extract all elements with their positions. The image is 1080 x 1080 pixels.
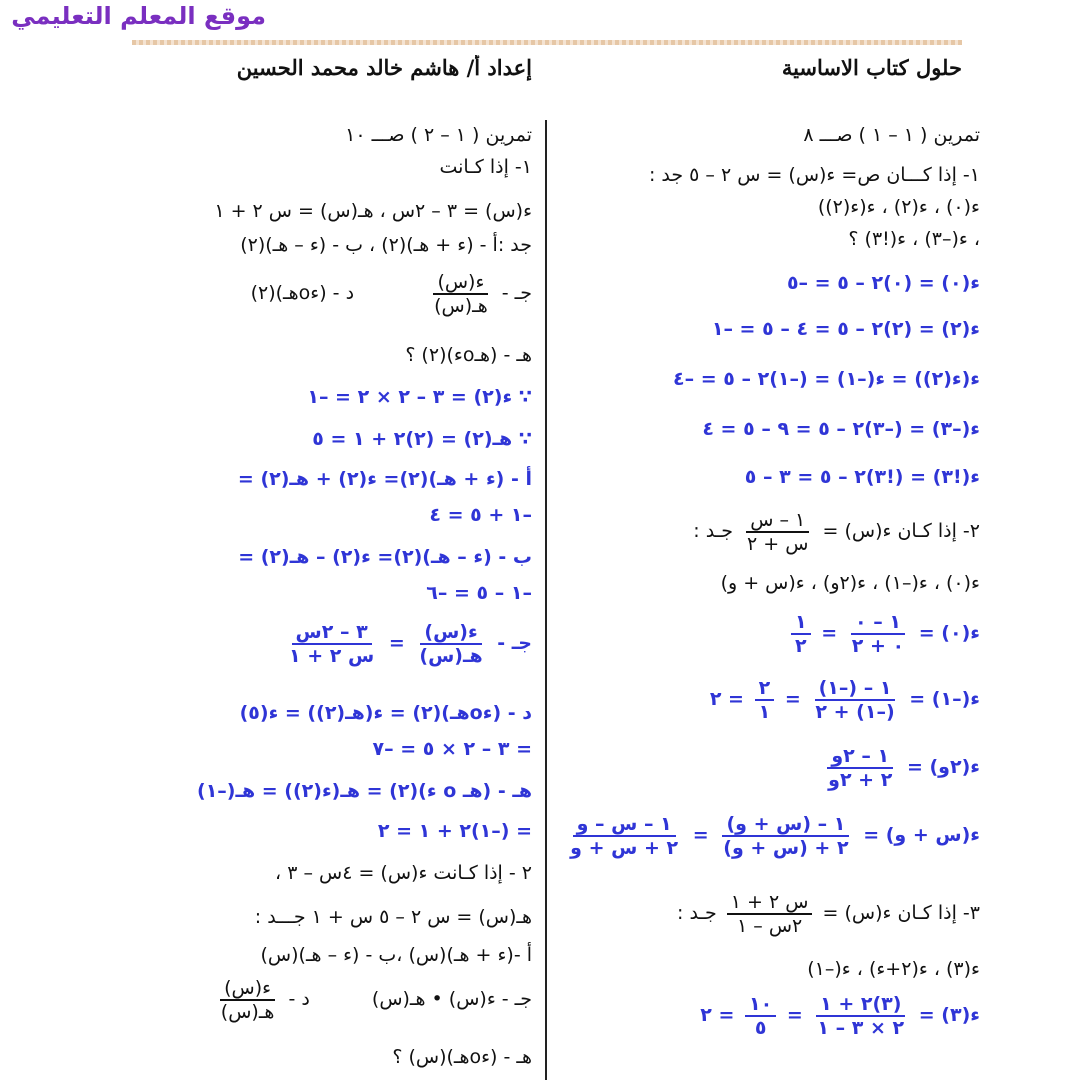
solution-line: أ - (ء + هـ)(٢)= ء(٢) + هـ(٢) = (237, 468, 532, 490)
solution-line (560, 676, 980, 726)
fraction (727, 891, 813, 937)
fraction (745, 993, 776, 1039)
result-value: = ٢ (709, 688, 744, 710)
fraction-numerator: ء(س) (420, 621, 481, 645)
question-line: ١- إذا كـــان ص= ء(س) = س ٢ – ٥ جد : (648, 164, 980, 186)
equals-sign: = (786, 1004, 803, 1026)
solution-line: = (–١)٢ + ١ = ٢ (377, 820, 532, 842)
exercise-title: تمرين ( ١ – ٢ ) صـــ ١٠ (345, 124, 532, 146)
question-line: ، ء(–٣) ، ء(!٣) ؟ (848, 228, 980, 250)
question-text: جـد : (677, 902, 717, 924)
fraction-numerator: ٣ – ٢س (292, 621, 372, 645)
fraction-denominator: س + ٢ (747, 532, 809, 555)
solution-line: = ٣ – ٢ × ٥ = –٧ (372, 738, 532, 760)
question-line (560, 508, 980, 558)
fraction (430, 271, 492, 317)
fraction-denominator: س ٢ + ١ (289, 644, 375, 667)
fraction-denominator: ٠ + ٢ (851, 634, 905, 657)
solution-line: ء(٠) = (٠)٢ – ٥ = –٥ (786, 272, 980, 294)
question-text: د - (288, 988, 310, 1010)
fraction (566, 813, 682, 859)
fraction-denominator: هـ(س) (220, 1000, 275, 1023)
question-line: هـ - (هـoء)(٢) ؟ (405, 344, 532, 366)
fraction-numerator: ٢ (755, 677, 775, 701)
question-line (112, 976, 532, 1026)
equals-sign: = (692, 824, 709, 846)
exercise-1-2-column (112, 120, 532, 1080)
question-line (112, 270, 532, 320)
fraction-denominator: ٥ (754, 1016, 767, 1039)
book-title: حلول كتاب الاساسية (781, 55, 962, 80)
solution-line: ء(٢) = (٢)٢ – ٥ = ٤ – ٥ = –١ (711, 318, 980, 340)
solution-text: ء(٢و) = (906, 756, 980, 778)
solution-text: ء(س + و) = (863, 824, 980, 846)
exercise-1-1-column (560, 120, 980, 1080)
fraction-denominator: ٢ + (س + و) (723, 836, 849, 859)
question-line: جد :أ - (ء + هـ)(٢) ، ب - (ء – هـ)(٢) (240, 234, 532, 256)
fraction (217, 977, 279, 1023)
fraction-numerator: ١ – س – و (573, 813, 676, 837)
question-line: ء(٠) ، ء(٢) ، ء(ء(٢)) (817, 196, 980, 218)
fraction (791, 611, 811, 657)
fraction-numerator: ١ – ٠ (851, 611, 905, 635)
solution-line: د - (ءoهـ)(٢) = ء(هـ(٢)) = ء(٥) (239, 702, 532, 724)
fraction-denominator: ٢ + س + و (570, 836, 679, 859)
question-line (560, 890, 980, 940)
fraction-numerator: ١ – ٢و (827, 745, 893, 769)
question-text: جـ - ء(س) • هـ(س) (371, 988, 532, 1010)
solution-text: ء(–١) = (909, 688, 980, 710)
fraction-numerator: ١ (791, 611, 811, 635)
fraction (415, 621, 486, 667)
fraction-numerator: (٣)٢ + ١ (816, 993, 905, 1017)
fraction-denominator: ٢ × ٣ – ١ (817, 1016, 905, 1039)
question-text: د - (ءoهـ)(٢) (250, 282, 355, 304)
fraction (848, 611, 908, 657)
solution-text: جـ - (497, 632, 532, 654)
fraction-denominator: ٢ (794, 634, 807, 657)
solution-line: ∵ ء(٢) = ٣ – ٢ × ٢ = –١ (307, 386, 532, 408)
fraction-denominator: هـ(س) (434, 294, 488, 317)
fraction-numerator: ١٠ (745, 993, 776, 1017)
author-credit: إعداد أ/ هاشم خالد محمد الحسين (236, 55, 532, 80)
fraction (743, 509, 812, 555)
result-value: = ٢ (700, 1004, 735, 1026)
solution-line: ء(!٣) = (!٣)٢ – ٥ = ٣ – ٥ (744, 466, 980, 488)
question-line: أ -(ء + هـ)(س) ،ب - (ء – هـ)(س) (260, 944, 532, 966)
fraction (285, 621, 378, 667)
fraction-numerator: ١ – (س + و) (722, 813, 849, 837)
solution-line (560, 812, 980, 862)
question-text: جـ - (501, 282, 532, 304)
solution-line: ء(ء(٢)) = ء(–١) = (–١)٢ – ٥ = –٤ (673, 368, 980, 390)
fraction-numerator: س ٢ + ١ (727, 891, 813, 915)
solution-text: ء(٠) = (918, 622, 980, 644)
fraction-numerator: ١ – (–١) (815, 677, 896, 701)
fraction-numerator: ١ – س (746, 509, 809, 533)
fraction-denominator: هـ(س) (419, 644, 483, 667)
solution-line: –١ – ٥ = –٦ (426, 582, 532, 604)
fraction (813, 993, 908, 1039)
solution-line (560, 610, 980, 660)
equals-sign: = (388, 632, 405, 654)
fraction (811, 677, 898, 723)
question-line: ٢ - إذا كـانت ء(س) = ٤س – ٣ ، (275, 862, 532, 884)
header-divider (132, 40, 962, 45)
site-name: موقع المعلم التعليمي (11, 2, 266, 30)
solution-line (560, 992, 980, 1042)
question-text: جـد : (693, 520, 733, 542)
fraction (755, 677, 775, 723)
question-line: ء(٠) ، ء(–١) ، ء(٢و) ، ء(س + و) (720, 572, 980, 594)
solution-line: هـ - (هـ o ء)(٢) = هـ(ء(٢)) = هـ(–١) (197, 780, 532, 802)
solution-line (112, 620, 532, 670)
solution-line: ب - (ء – هـ)(٢)= ء(٢) – هـ(٢) = (238, 546, 532, 568)
fraction-numerator: ء(س) (433, 271, 488, 295)
solution-text: ء(٣) = (918, 1004, 980, 1026)
question-line: ء(٣) ، ء(٢+ء) ، ء(–١) (807, 958, 980, 980)
solution-line (560, 744, 980, 794)
fraction-denominator: ٢ + ٢و (828, 768, 893, 791)
fraction (719, 813, 852, 859)
question-text: ٣- إذا كـان ء(س) = (822, 902, 980, 924)
question-line: ء(س) = ٣ – ٢س ، هـ(س) = س ٢ + ١ (214, 200, 532, 222)
question-text: ٢- إذا كـان ء(س) = (822, 520, 980, 542)
solution-line: –١ + ٥ = ٤ (429, 504, 532, 526)
fraction-denominator: (–١) + ٢ (815, 700, 895, 723)
solution-line: ∵ هـ(٢) = (٢)٢ + ١ = ٥ (312, 428, 532, 450)
equals-sign: = (784, 688, 801, 710)
solution-line: ء(–٣) = (–٣)٢ – ٥ = ٩ – ٥ = ٤ (702, 418, 980, 440)
exercise-title: تمرين ( ١ – ١ ) صـــ ٨ (803, 124, 980, 146)
column-divider (545, 120, 547, 1080)
fraction-numerator: ء(س) (220, 977, 275, 1001)
question-line: ١- إذا كـانت (439, 156, 532, 178)
fraction (824, 745, 896, 791)
fraction-denominator: ٢س – ١ (737, 914, 803, 937)
equals-sign: = (821, 622, 838, 644)
fraction-denominator: ١ (758, 700, 771, 723)
question-line: هـ - (ءoهـ)(س) ؟ (392, 1046, 532, 1068)
question-line: هـ(س) = س ٢ – ٥ س + ١ جـــد : (254, 906, 532, 928)
